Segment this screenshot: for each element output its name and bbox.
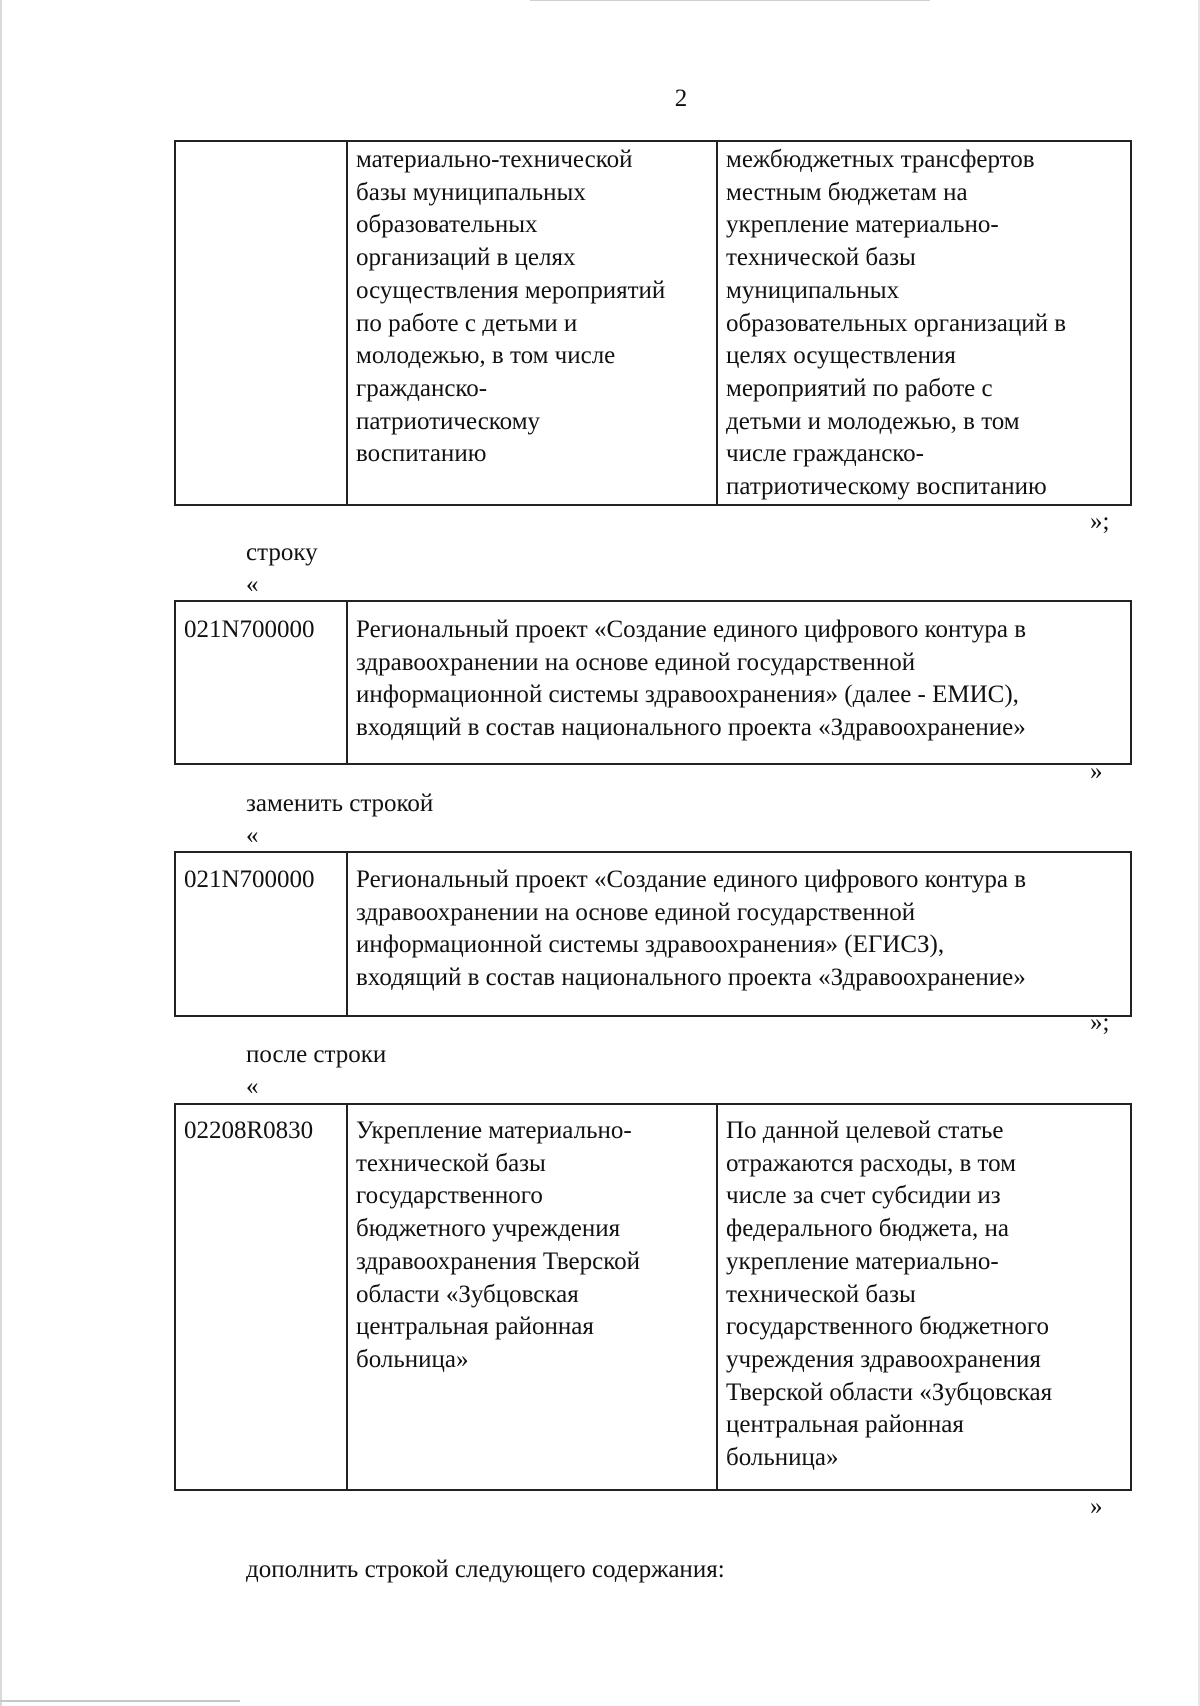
scan-mark-top <box>530 0 930 1</box>
name-cell: Региональный проект «Создание единого цифрового контура в здравоохранении на основе единой государственной информационной системы здравоохранения» (далее - ЕМИС), входящий в состав национального проекта «Здравоохранение» <box>347 601 1131 764</box>
description-cell: межбюджетных трансфертов местным бюджетам на укрепление материально- технической базы муниципальных образовательных организаций в целях осуществления мероприятий по работе с детьми и молодежью, в том числе гражданско- патриотическому воспитанию <box>717 141 1131 505</box>
closing-quote: »; <box>1090 508 1110 535</box>
old-row-table <box>174 600 1132 765</box>
table-row <box>175 601 1131 764</box>
instruction-text: дополнить строкой следующего содержания: <box>246 1556 725 1583</box>
table-row <box>175 852 1131 1016</box>
code-cell: 021N700000 <box>175 601 347 764</box>
code-cell <box>175 141 347 505</box>
instruction-text: после строки <box>246 1041 387 1068</box>
code-cell: 021N700000 <box>175 852 347 1016</box>
description-cell: По данной целевой статье отражаются расходы, в том числе за счет субсидии из федерального бюджета, на укрепление материально- технической базы государственного бюджетного учреждения здравоохранения Тверской области «Зубцовская центральная районная больница» <box>717 1104 1131 1490</box>
budget-table-continuation <box>174 140 1132 506</box>
instruction-text: строку <box>246 539 318 566</box>
page-number: 2 <box>674 85 688 112</box>
opening-quote: « <box>246 822 259 849</box>
instruction-text: заменить строкой <box>246 790 434 817</box>
table-row <box>175 1104 1131 1490</box>
table-row <box>175 141 1131 505</box>
new-row-table <box>174 851 1132 1017</box>
closing-quote: » <box>1090 758 1103 785</box>
name-cell: Укрепление материально- технической базы государственного бюджетного учреждения здравоохранения Тверской области «Зубцовская центральная районная больница» <box>347 1104 717 1490</box>
scan-edge-left <box>0 0 2 1706</box>
scan-mark-bottom <box>0 1700 240 1702</box>
opening-quote: « <box>246 1073 259 1100</box>
name-cell: материально-технической базы муниципальных образовательных организаций в целях осуществления мероприятий по работе с детьми и молодежью, в том числе гражданско- патриотическому воспитанию <box>347 141 717 505</box>
closing-quote: »; <box>1090 1009 1110 1036</box>
closing-quote: » <box>1090 1493 1103 1520</box>
opening-quote: « <box>246 571 259 598</box>
code-cell: 02208R0830 <box>175 1104 347 1490</box>
reference-row-table <box>174 1103 1132 1491</box>
name-cell: Региональный проект «Создание единого цифрового контура в здравоохранении на основе единой государственной информационной системы здравоохранения» (ЕГИСЗ), входящий в состав национального проекта «Здравоохранение» <box>347 852 1131 1016</box>
